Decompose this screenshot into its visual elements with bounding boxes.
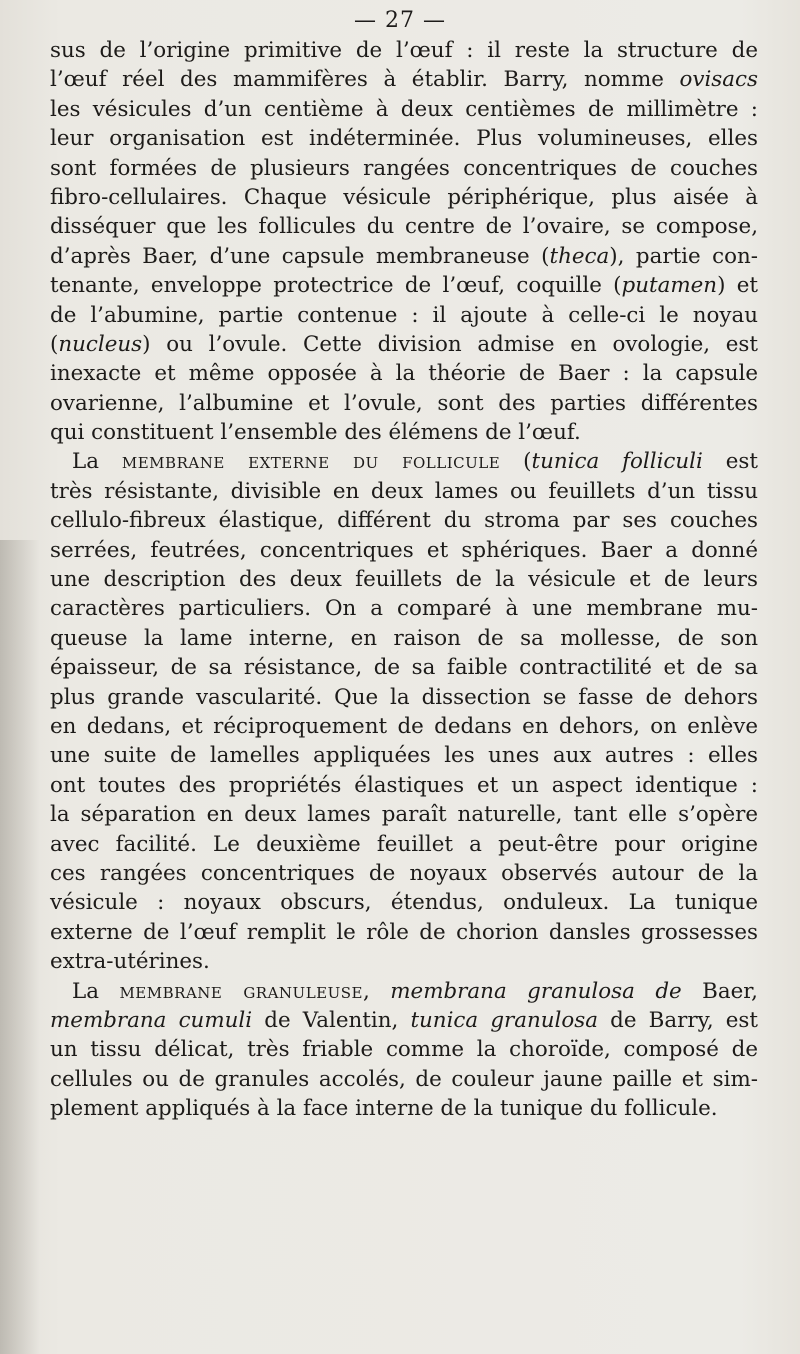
text-line: disséquer que les follicules du centre de l’ovaire, se compose, (50, 214, 758, 240)
text-line: la séparation en deux lames paraît naturelle, tant elle s’opère (50, 802, 758, 828)
text-line: inexacte et même opposée à la théorie de Baer : la capsule (50, 361, 758, 387)
text-line: épaisseur, de sa résistance, de sa faible contractilité et de sa (50, 655, 758, 681)
text-line: vésicule : noyaux obscurs, étendus, onduleux. La tunique (50, 890, 758, 916)
text-line: avec facilité. Le deuxième feuillet a peut-être pour origine (50, 831, 758, 857)
text-line: un tissu délicat, très friable comme la choroïde, composé de (50, 1037, 758, 1063)
text-line: (nucleus) ou l’ovule. Cette division admise en ovologie, est (50, 331, 758, 357)
text-line: les vésicules d’un centième à deux centièmes de millimètre : (50, 96, 758, 122)
text-line: qui constituent l’ensemble des élémens de l’œuf. (50, 420, 581, 446)
text-line: serrées, feutrées, concentriques et sphériques. Baer a donné (50, 537, 758, 563)
text-line: externe de l’œuf remplit le rôle de chorion dansles grossesses (50, 919, 758, 945)
text-line: ces rangées concentriques de noyaux observés autour de la (50, 860, 758, 886)
page-number: — 27 — (354, 8, 446, 33)
text-line: plement appliqués à la face interne de la tunique du follicule. (50, 1096, 718, 1122)
text-line: sus de l’origine primitive de l’œuf : il reste la structure de (50, 38, 758, 63)
text-line: d’après Baer, d’une capsule membraneuse (theca), partie con- (50, 243, 759, 269)
text-line: plus grande vascularité. Que la dissection se fasse de dehors (50, 684, 758, 710)
text-line: ont toutes des propriétés élastiques et un aspect identique : (50, 772, 758, 798)
text-line: La membrane granuleuse, membrana granulosa de Baer, (72, 978, 758, 1004)
text-line: tenante, enveloppe protectrice de l’œuf, coquille (putamen) et (50, 273, 758, 299)
page-edge-shadow (0, 540, 40, 1354)
text-line: ovarienne, l’albumine et l’ovule, sont des parties différentes (50, 390, 758, 416)
text-line: sont formées de plusieurs rangées concentriques de couches (50, 155, 758, 181)
text-line: l’œuf réel des mammifères à établir. Barry, nomme ovisacs (50, 67, 758, 93)
text-line: cellules ou de granules accolés, de couleur jaune paille et sim- (50, 1066, 758, 1092)
text-line: extra-utérines. (50, 949, 210, 975)
text-line: une description des deux feuillets de la vésicule et de leurs (50, 567, 758, 593)
text-line: queuse la lame interne, en raison de sa mollesse, de son (50, 625, 758, 651)
text-line: une suite de lamelles appliquées les unes aux autres : elles (50, 743, 758, 769)
text-line: membrana cumuli de Valentin, tunica granulosa de Barry, est (50, 1007, 759, 1033)
text-line: leur organisation est indéterminée. Plus volumineuses, elles (50, 126, 758, 152)
body-text (50, 36, 758, 1123)
text-line: fibro-cellulaires. Chaque vésicule périphérique, plus aisée à (50, 184, 758, 210)
text-line: cellulo-fibreux élastique, différent du stroma par ses couches (50, 508, 758, 534)
text-line: de l’abumine, partie contenue : il ajoute à celle-ci le noyau (50, 302, 758, 328)
text-line: très résistante, divisible en deux lames ou feuillets d’un tissu (50, 478, 758, 504)
text-line: La membrane externe du follicule (tunica folliculi est (72, 449, 758, 475)
text-line: en dedans, et réciproquement de dedans en dehors, on enlève (50, 713, 758, 739)
text-line: caractères particuliers. On a comparé à une membrane mu- (50, 596, 758, 622)
